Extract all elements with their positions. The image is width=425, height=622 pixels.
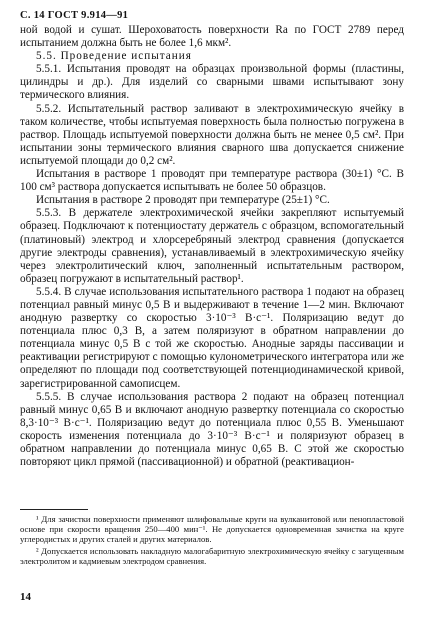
paragraph-5-5-5: 5.5.5. В случае использования раствора 2 подают на образец потенциал равный минус 0,65 В и включают анодную развертку потенциала со скоростью 8,3·10⁻³ В·с⁻¹. Поляризацию ведут до потенциала плюс 0,55 В. Уменьшают скорость изменения потенциала до 3·10⁻³ В·с⁻¹ и поляризуют образец в обратном направлении до потенциала минус 0,65 В. С этой же скоростью повторяют цикл прямой (пассивационной) и обратной (реактивацион- [20, 390, 404, 469]
paragraph-5-5-1: 5.5.1. Испытания проводят на образцах произвольной формы (пластины, цилиндры и др.). Для изделий со сварными швами испытывают зону термического влияния. [20, 63, 404, 102]
footnote-separator [20, 509, 88, 510]
footnotes [20, 514, 404, 567]
section-title-text: 5.5. Проведение испытания [36, 50, 192, 63]
body-text [20, 24, 404, 469]
page-number: 14 [20, 591, 31, 603]
section-title [20, 50, 404, 63]
footnote-1: ¹ Для зачистки поверхности применяют шлифовальные круги на вулканитовой или пенопластовой основе при скорости вращения 250—400 мин⁻¹. Не допускается одновременная зачистка на круге углеродистых и других сталей и других материалов. [20, 514, 404, 545]
paragraph-solution-2: Испытания в растворе 2 проводят при температуре (25±1) °С. [36, 194, 330, 207]
paragraph-5-5-4: 5.5.4. В случае использования испытательного раствора 1 подают на образец потенциал равный минус 0,5 В и выдерживают в течение 1—2 мин. Включают анодную развертку со скоростью 3·10⁻³ В·с⁻¹. Поляризацию ведут до потенциала плюс 0,3 В, а затем поляризуют в обратном направлении до потенциала минус 0,5 В с той же скоростью. Анодные заряды пассивации и реактивации регистрируют с помощью кулонометрического интегратора или же определяют по площади под соответствующей потенциодинамической кривой, зарегистрированной самописцем. [20, 285, 404, 390]
paragraph-5-5-3: 5.5.3. В держателе электрохимической ячейки закрепляют испытуемый образец. Подключают к потенциостату держатель с образцом, вспомогательный (платиновый) электрод и хлорсеребряный электрод сравнения (допускается другие электроды сравнения), устанавливаемый в электрохимическую ячейку через электролитический ключ, заполненный испытательным раствором, образец погружают в испытательный раствор¹. [20, 207, 404, 285]
paragraph-solution-1: Испытания в растворе 1 проводят при температуре раствора (30±1) °С. В 100 см³ раствора допускается испытывать не более 50 образцов. [20, 168, 404, 194]
paragraph-5-5-2: 5.5.2. Испытательный раствор заливают в электрохимическую ячейку в таком количестве, чтобы испытуемая поверхность была полностью погружена в раствор. Площадь испытуемой поверхности должна быть не менее 0,5 см². При испытании зоны термического влияния сварного шва допускается снижение испытуемой площади до 0,2 см². [20, 102, 404, 167]
page-header: С. 14 ГОСТ 9.914—91 [20, 10, 129, 21]
footnote-2: ² Допускается использовать накладную малогабаритную электрохимическую ячейку с загущенным электролитом и кадмиевым электродом сравнения. [20, 545, 404, 566]
paragraph-continuation: ной водой и сушат. Шероховатость поверхности Ra по ГОСТ 2789 перед испытанием должна быть не более 1,6 мкм². [20, 24, 404, 50]
